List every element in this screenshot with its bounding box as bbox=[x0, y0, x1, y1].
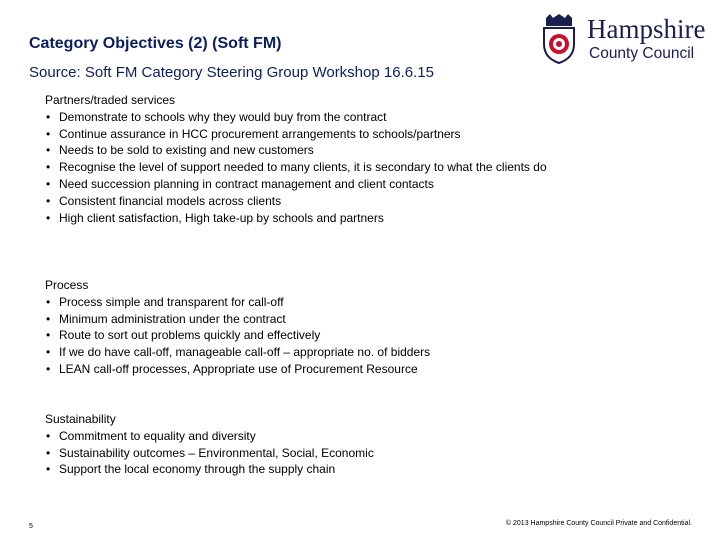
rose-crest-icon bbox=[538, 14, 580, 64]
slide-title: Category Objectives (2) (Soft FM) bbox=[29, 35, 282, 52]
list-item: • High client satisfaction, High take-up by schools and partners bbox=[45, 210, 565, 227]
list-item: • Continue assurance in HCC procurement arrangements to schools/partners bbox=[45, 126, 565, 143]
section-sustainability bbox=[45, 411, 565, 478]
bullet-list bbox=[45, 428, 565, 478]
section-heading: Partners/traded services bbox=[45, 93, 176, 107]
bullet-list bbox=[45, 109, 565, 227]
hampshire-logo bbox=[538, 14, 714, 64]
list-item: • Commitment to equality and diversity bbox=[45, 428, 565, 445]
slide-subtitle: Source: Soft FM Category Steering Group Workshop 16.6.15 bbox=[29, 64, 434, 81]
list-item: • LEAN call-off processes, Appropriate use of Procurement Resource bbox=[45, 361, 565, 378]
list-item: • Consistent financial models across clients bbox=[45, 193, 565, 210]
list-item: • Demonstrate to schools why they would buy from the contract bbox=[45, 109, 565, 126]
logo-name-line1: Hampshire bbox=[587, 14, 706, 44]
list-item: • Process simple and transparent for call-off bbox=[45, 294, 565, 311]
list-item: • Minimum administration under the contract bbox=[45, 311, 565, 328]
list-item: • Route to sort out problems quickly and effectively bbox=[45, 327, 565, 344]
section-heading: Sustainability bbox=[45, 412, 116, 426]
section-process bbox=[45, 277, 565, 378]
logo-name-line2: County Council bbox=[589, 45, 695, 62]
bullet-list bbox=[45, 294, 565, 378]
list-item: • Sustainability outcomes – Environmental, Social, Economic bbox=[45, 445, 565, 462]
section-partners bbox=[45, 92, 565, 226]
list-item: • Support the local economy through the supply chain bbox=[45, 461, 565, 478]
copyright-notice: © 2013 Hampshire County Council Private and Confidential. bbox=[505, 520, 692, 527]
list-item: • If we do have call-off, manageable call-off – appropriate no. of bidders bbox=[45, 344, 565, 361]
list-item: • Needs to be sold to existing and new customers bbox=[45, 142, 565, 159]
page-number: 5 bbox=[29, 523, 33, 530]
list-item: • Need succession planning in contract management and client contacts bbox=[45, 176, 565, 193]
section-heading: Process bbox=[45, 278, 89, 292]
list-item: • Recognise the level of support needed to many clients, it is secondary to what the clients do bbox=[45, 159, 565, 176]
